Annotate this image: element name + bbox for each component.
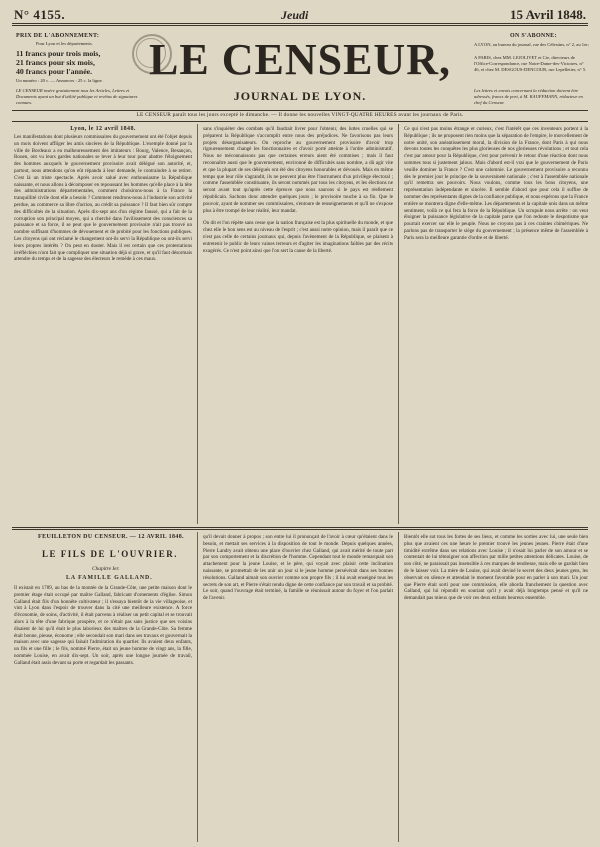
correspondence-note: Les lettres et envois concernant la rédaction doivent être adressés, francs de port, à M. KAUFFMANN, rédacteur en chef du Censeur. xyxy=(474,88,583,105)
subscribe-lyon: A LYON, au bureau du journal, rue des Célestins, n° 2, au 1er; xyxy=(474,42,589,47)
feuilleton-column-2 xyxy=(203,534,393,841)
publication-note: LE CENSEUR insère gratuitement tous les Articles, Lettres et Documents ayant un but d'utilité publique et revêtus de signatures connues. xyxy=(16,88,138,105)
feuilleton-text-2: qu'il devait donner à propos ; son entre lui il prononçait de l'avoir à cœur qu'étaient dans le besoin, et mettait ses services à la disposition de tout le monde. Depuis quelques années, Pierre Landry avait obtenu une place d'ouvrier chez Galland, qui avait mérité de toute part par son comportement et la discrétion de l'homme. Cependant tout le monde remarquait son attachement pour la jeune Louise, et le père, qui voyait avec plaisir cette inclination naissante, se promettait de les unir un jour si le jeune homme persévérait dans ses bonnes résolutions. Galland aimait son ouvrier comme son propre fils ; il lui avait enseigné tous les secrets de son art, et Pierre s'était rendu digne de cette confiance par son travail et sa probité. Le soir, quand l'ouvrage était terminé, la famille se réunissait autour du foyer et l'on parlait de l'avenir. xyxy=(203,534,393,602)
feuilleton-chapter-title: LA FAMILLE GALLAND. xyxy=(66,575,153,581)
article-text-2b: On dit et l'on répète sans cesse que la nation française est la plus spirituelle du monde, et que chez elle le bon sens est au niveau de l'esprit ; c'est aussi notre opinion, mais il paraît que ce n'est pas celle de certains journaux qui, depuis l'avènement de la République, se plaisent à entretenir le public de leurs vaines terreurs et d'agiter les imaginations faibles par des récits exagérés. Ce n'est point ainsi que l'on sert la cause de la liberté. xyxy=(203,220,393,254)
header-rule xyxy=(12,23,588,24)
feuilleton-rule xyxy=(12,527,588,528)
subscribe-paris: A PARIS, chez MM. LEJOLIVET et Cie, directeurs de l'Office-Correspondance, rue Notre-Dame-des-Victoires, n° 46, et chez M. DESGOUS-DENCOUR, rue Lepelletier, n° 5. xyxy=(474,55,587,72)
feuilleton-column-3 xyxy=(404,534,588,841)
column-divider xyxy=(197,532,198,842)
column-divider xyxy=(398,124,399,524)
issue-number: N° 4155. xyxy=(14,7,66,22)
article-column-1 xyxy=(14,124,192,524)
feuilleton-text-1: Il existait en 1789, au bas de la montée de la Grande-Côte, une petite maison dont le premier étage était occupé par maître Galland, fabricant d'ornements d'église. Simon Galland était fils d'un honnête cultivateur ; il s'essaya bientôt de la vie villageoise, et vint à Lyon dans l'espoir de trouver dans la cité une meilleure existence. A force d'économie, de soins, d'activité, il était parvenu à réaliser un petit capital et se trouvait alors à la tête d'une fabrique prospère, et ce n'était pas sans justice que ses voisins disaient de lui qu'il était le plus laborieux des maîtres de la Grande-Côte. Sa femme était bonne, pieuse, économe ; elle secondait son mari dans ses travaux et gouvernait la maison avec une sagesse qui faisait l'admiration du quartier. Ils avaient deux enfants, un fils et une fille ; le fils, nommé Pierre, était un jeune homme de vingt ans, la fille, nommée Louise, en avait dix-sept. Un soir, après une longue journée de travail, Galland était assis devant sa porte et regardait les passants. xyxy=(14,585,192,666)
tagline: LE CENSEUR paraît tous les jours excepté le dimanche. — Il donne les nouvelles VINGT-QUATRE HEURES avant les journaux de Paris. xyxy=(136,112,464,118)
column-divider xyxy=(197,124,198,524)
feuilleton-column-1 xyxy=(14,585,192,841)
article-text-1: Les manifestations dont plusieurs commissaires du gouvernement ont été l'objet depuis un mois doivent affliger les amis sincères de la République. L'exemple donné par la ville de Bordeaux a eu malheureusement des imitateurs : Bourg, Valence, Besançon, Rouen, ont vu leurs gardes nationales se lever à leur tour pour abattre l'éloignement des hommes auxquels le gouvernement provisoire avait délégué son autorité, et, partout, nous attendons qu'on eût répandu à leur demande, le contraindre à se retirer. C'est là un triste spectacle. Après avoir salué avec enthousiasme la République naissante, et nous allons à décomposer en repoussant les hommes qu'elle place à la tête des administrations départementales, comment choisirons-nous à la France la tranquillité civile dont elle a besoin ? Comment rendrons-nous à l'industrie son activité perdue, au commerce sa libre d'action, au crédit sa puissance ? Il faut bien sûr compte des difficultés de la situation. Après dix-sept ans d'un régime faussé, qui a fait de la corruption son principal moyen, qui a cherché dans l'avilissement des consciences sa puissance et sa force, il se peut que le gouvernement provisoire n'ait pas trouvé un nombre suffisant d'hommes de dévouement et de probité pour les fonctions publiques. Les citoyens qui ont réclamé le changement ont-ils servi la République ou ont-ils servi leurs propres intérêts ? On peut en douter. Mais il est certain que ces protestations irréfléchies n'ont fait que compliquer une situation déjà si grave, et qu'il faut désormais attendre du temps et de la sagesse des électeurs le remède à ces maux. xyxy=(14,134,192,263)
masthead-title: LE CENSEUR, xyxy=(149,35,451,84)
column-divider xyxy=(398,532,399,842)
feuilleton-rule-double xyxy=(12,529,588,530)
price-six-months: 21 francs pour six mois, xyxy=(16,58,95,67)
issue-date: 15 Avril 1848. xyxy=(510,7,586,22)
article-column-2 xyxy=(203,126,393,524)
masthead-rule xyxy=(12,110,588,111)
tagline-rule xyxy=(12,121,588,122)
feuilleton-title: LE FILS DE L'OUVRIER. xyxy=(42,549,179,559)
article-column-3 xyxy=(404,126,588,524)
price-three-months: 11 francs pour trois mois, xyxy=(16,49,101,58)
article-dateline: Lyon, le 12 avril 1848. xyxy=(70,126,136,132)
article-text-3: Ce qui n'est pas moins étrange et curieux, c'est l'intérêt que ces inventeurs portent à la République ; ils ne proposent rien moins que la séparation de l'empire, le morcellement de notre unité, son anéantissement moral, la division de la France, dont Paris à qui nous devons toutes les conquêtes les plus glorieuses de nos glorieuses révolutions ; et tout cela c'est par amour pour la République, c'est pour prévenir le retour d'une réaction dont nous sommes tous si justement jaloux. Mais d'abord est-il vrai que le gouvernement de Paris veuille dominer la France ? C'est une calomnie. Le gouvernement provisoire a reconnu dès le premier jour le principe de la souveraineté nationale ; c'est à l'assemblée nationale qu'il remettra ses pouvoirs. Nous voulons, comme tous les bons citoyens, une représentation indépendante et sincère. Il semble d'abord que pour cela il suffise de nommer des représentants dignes de la confiance publique, et nous espérons que la France entière se montrera digne d'elle-même. Les départements et la capitale unis dans un même sentiment, voilà ce qui fera la force de la République. Un scrupule nous arrête : on veut éloigner la puissance législative de la capitale parce que l'on redoute le despotisme que pourrait exercer sur elle le peuple. Nous ne croyons pas à ces craintes chimériques. Ne parlons pas de transporter le siège du gouvernement ; la présence même de l'assemblée à Paris sera la meilleure garantie d'ordre et de liberté. xyxy=(404,126,588,241)
header-rule-double xyxy=(12,25,588,26)
single-issue-price: Un numéro : 20 c. — Annonces : 25 c. la ligne. xyxy=(16,78,103,83)
article-text-2: sans s'inquiéter des combats qu'il faudrait livrer pour l'obtenir, des luttes cruelles qui se préparent la République s'accomplit entre nous des préjudices. Ne favorisons pas leurs projets désorganisateurs. On reproche au gouvernement provisoire d'avoir trop rigoureusement changé les fonctionnaires et d'avoir porté atteinte à l'ordre administratif. Nous ne méconnaissons pas que certaines erreurs aient été commises ; mais il faut reconnaître aussi que le gouvernement, environné de difficultés sans nombre, a dû agir vite et que la plupart de ses délégués ont été des citoyens honorables et dévoués. Mais en même temps que leur rôle s'agrandit, ils ne peuvent plus être l'instrument d'un privilège électoral ; comme l'assemblée constituante, ils seront nommés par tous les citoyens, et les élections ne seront avant tout qu'après cette épreuve que nous saurons si le pays est réellement républicain. Sachons donc attendre quelques jours ; le provisoire touche à sa fin. Que le pouvoir, ayant de nommer ses commissaires, s'entoure de renseignements et qu'il ne s'expose plus à être trompé de leur réalité, leur mandat. xyxy=(203,126,393,214)
masthead-subtitle: JOURNAL DE LYON. xyxy=(233,89,367,103)
subscribe-title: ON S'ABONNE: xyxy=(510,33,557,39)
subscription-subtitle: Pour Lyon et les départements. xyxy=(36,41,93,46)
subscription-title: PRIX DE L'ABONNEMENT: xyxy=(16,33,100,39)
feuilleton-chapter: Chapitre Ier. xyxy=(92,566,120,572)
price-year: 40 francs pour l'année. xyxy=(16,67,93,76)
feuilleton-heading: FEUILLETON DU CENSEUR. — 12 AVRIL 1848. xyxy=(38,534,185,540)
feuilleton-text-3: Bientôt elle sut tous les fortes de ses lieux, et comme les sorties avec lui, une seule bien plus que avaient ces une heure le premier trouvé les jeunes jeunes. Pierre était d'une timidité extrême dans ses relations avec Louise ; il n'osait lui parler de son amour et se contentait de lui témoigner son affection par mille petites attentions délicates. Louise, de son côté, ne paraissait pas insensible à ces marques de tendresse, mais elle se gardait bien de le laisser voir. La mère de Louise, qui avait deviné le secret des deux jeunes gens, les observait en silence et attendait le moment favorable pour en parler à son mari. Un jour que Pierre était sorti pour une commission, elle aborda franchement la question avec Galland, qui lui répondit en souriant qu'il y avait déjà longtemps pensé et qu'il ne demandait pas mieux que de voir ces deux enfants heureux ensemble. xyxy=(404,534,588,602)
issue-day: Jeudi xyxy=(281,8,309,22)
